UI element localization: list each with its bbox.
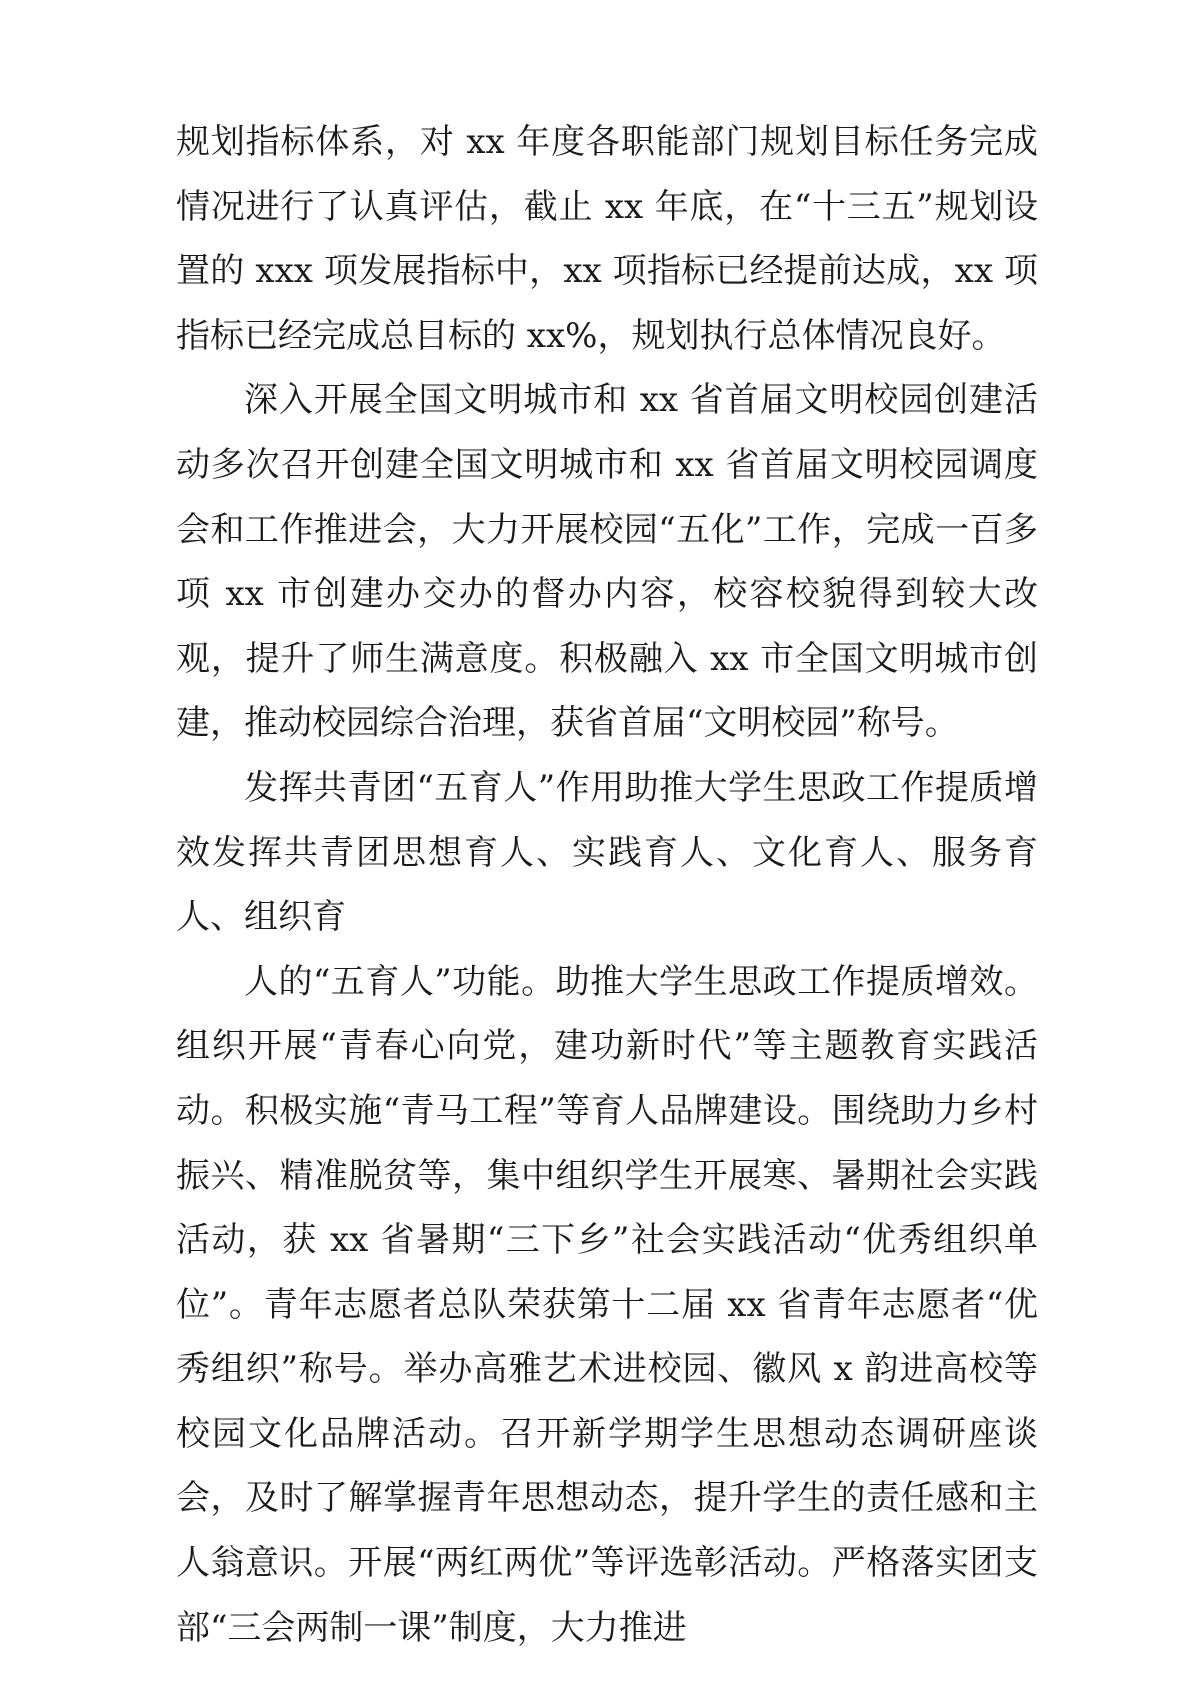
paragraph-youth-league-heading: 发挥共青团“五育人”作用助推大学生思政工作提质增效发挥共青团思想育人、实践育人、文化育人、服务育人、组织育: [176, 767, 1038, 938]
paragraph-five-education-function: 人的“五育人”功能。助推大学生思政工作提质增效。组织开展“青春心向党，建功新时代”等主题教育实践活动。积极实施“青马工程”等育人品牌建设。围绕助力乡村振兴、精准脱贫等，集中组织学生开展寒、暑期社会实践活动，获 xx 省暑期“三下乡”社会实践活动“优秀组织单位”。青年志愿者总队荣获第十二届 xx 省青年志愿者“优秀组织”称号。举办高雅艺术进校园、徽风 x 韵进高校等校园文化品牌活动。召开新学期学生思想动态调研座谈会，及时了解掌握青年思想动态，提升学生的责任感和主人翁意识。开展“两红两优”等评选彰活动。严格落实团支部“三会两制一课”制度，大力推进: [176, 961, 1038, 1648]
body-text: [176, 110, 1038, 1660]
paragraph-civilized-campus: 深入开展全国文明城市和 xx 省首届文明校园创建活动多次召开创建全国文明城市和 xx 省首届文明校园调度会和工作推进会，大力开展校园“五化”工作，完成一百多项 xx 市创建办交办的督办内容，校容校貌得到较大改观，提升了师生满意度。积极融入 xx 市全国文明城市创建，推动校园综合治理，获省首届“文明校园”称号。: [176, 380, 1038, 744]
paragraph-planning-evaluation: 规划指标体系，对 xx 年度各职能部门规划目标任务完成情况进行了认真评估，截止 xx 年底，在“十三五”规划设置的 xxx 项发展指标中，xx 项指标已经提前达成，xx 项指标已经完成总目标的 xx%，规划执行总体情况良好。: [176, 122, 1038, 356]
